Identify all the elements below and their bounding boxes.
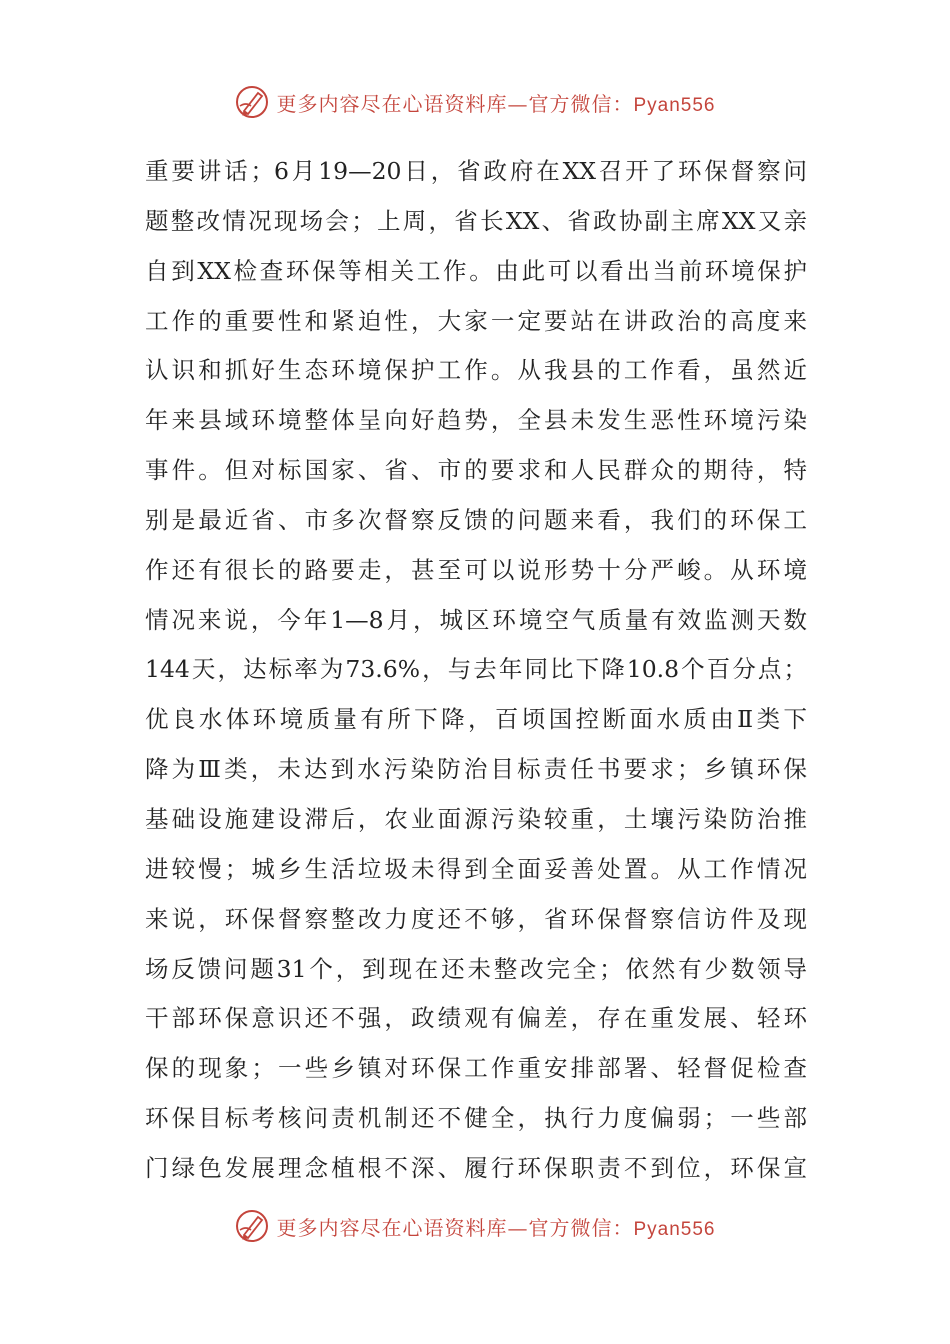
text-line: 作还有很长的路要走，甚至可以说形势十分严峻。从环境	[145, 555, 807, 584]
text-line: 题整改情况现场会；上周，省长XX、省政协副主席XX又亲	[145, 206, 807, 235]
text-line: 年来县域环境整体呈向好趋势，全县未发生恶性环境污染	[145, 406, 807, 435]
text-line: 基础设施建设滞后，农业面源污染较重，土壤污染防治推	[145, 804, 807, 833]
text-line: 来说，环保督察整改力度还不够，省环保督察信访件及现	[145, 904, 807, 933]
watermark-label: 更多内容尽在心语资料库—官方微信：	[276, 1215, 634, 1240]
pen-logo-icon	[234, 84, 270, 120]
text-line: 门绿色发展理念植根不深、履行环保职责不到位，环保宣	[145, 1153, 807, 1182]
text-line: 优良水体环境质量有所下降，百顷国控断面水质由Ⅱ类下	[145, 705, 807, 734]
text-line: 认识和抓好生态环境保护工作。从我县的工作看，虽然近	[145, 356, 807, 385]
text-line: 自到XX检查环保等相关工作。由此可以看出当前环境保护	[145, 256, 807, 285]
text-line: 进较慢；城乡生活垃圾未得到全面妥善处置。从工作情况	[145, 854, 807, 883]
text-line: 降为Ⅲ类，未达到水污染防治目标责任书要求；乡镇环保	[145, 755, 807, 784]
text-line: 别是最近省、市多次督察反馈的问题来看，我们的环保工	[145, 505, 807, 534]
text-line: 干部环保意识还不强，政绩观有偏差，存在重发展、轻环	[145, 1004, 807, 1033]
text-line: 场反馈问题31个，到现在还未整改完全；依然有少数领导	[145, 954, 807, 983]
text-line: 环保目标考核问责机制还不健全，执行力度偏弱；一些部	[145, 1104, 807, 1133]
text-line: 保的现象；一些乡镇对环保工作重安排部署、轻督促检查	[145, 1054, 807, 1083]
text-line: 144天，达标率为73.6%，与去年同比下降10.8个百分点；	[145, 655, 807, 684]
watermark-wechat-id: Pyan556	[633, 94, 716, 116]
text-line: 重要讲话；6月19—20日，省政府在XX召开了环保督察问	[145, 157, 807, 185]
watermark-text	[276, 1212, 715, 1241]
text-line: 事件。但对标国家、省、市的要求和人民群众的期待，特	[145, 456, 807, 485]
header-watermark	[0, 84, 950, 120]
text-line: 工作的重要性和紧迫性，大家一定要站在讲政治的高度来	[145, 306, 807, 335]
text-line: 情况来说，今年1—8月，城区环境空气质量有效监测天数	[145, 605, 807, 634]
footer-watermark	[0, 1208, 950, 1244]
document-body	[145, 147, 807, 1194]
pen-logo-icon	[234, 1208, 270, 1244]
watermark-text	[276, 88, 715, 117]
watermark-wechat-id: Pyan556	[633, 1218, 716, 1240]
watermark-label: 更多内容尽在心语资料库—官方微信：	[276, 91, 634, 116]
